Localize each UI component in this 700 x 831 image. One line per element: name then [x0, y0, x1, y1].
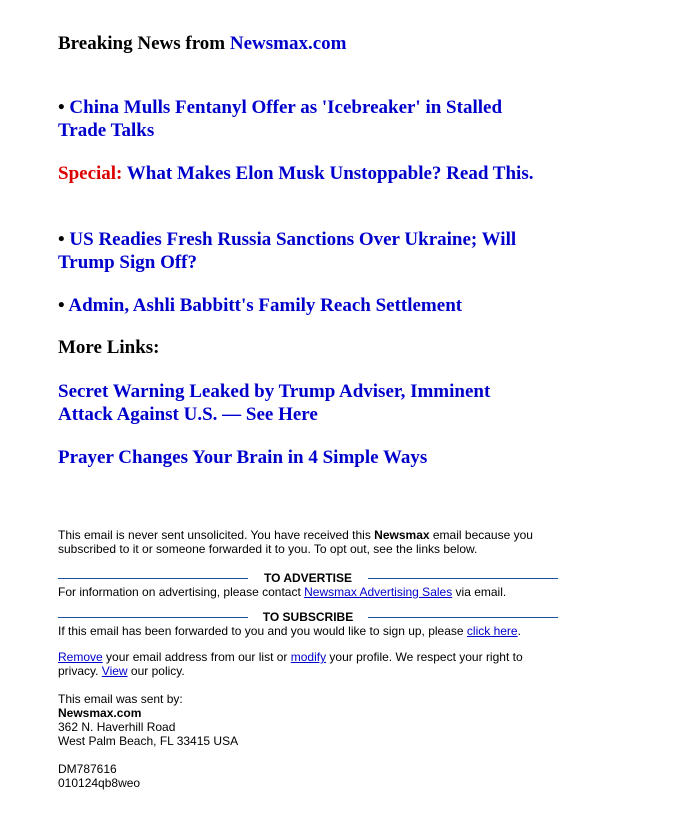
newsmax-brand-link[interactable]: Newsmax.com	[229, 33, 347, 54]
bullet: •	[58, 97, 70, 118]
privacy-text: your email address from our list or	[102, 650, 291, 664]
bullet: •	[58, 295, 69, 316]
tracking-codes	[58, 762, 558, 790]
story-link-russia-sanctions[interactable]: US Readies Fresh Russia Sanctions Over Ukraine; Will Trump Sign Off?	[58, 229, 517, 273]
privacy-info	[58, 650, 558, 678]
story-link-elon-musk[interactable]: What Makes Elon Musk Unstoppable? Read This.	[126, 163, 534, 184]
more-links-heading: More Links:	[58, 337, 160, 358]
subscribe-text: .	[517, 624, 521, 638]
advertising-sales-link[interactable]: Newsmax Advertising Sales	[304, 585, 453, 599]
advertise-text: via email.	[452, 585, 507, 599]
tracking-code-1: DM787616	[58, 762, 117, 776]
subscribe-text: If this email has been forwarded to you and you would like to sign up, please	[58, 624, 467, 638]
special-label: Special:	[58, 163, 127, 184]
story-item	[58, 294, 548, 317]
notice-text: email because you subscribed to it or someone forwarded it to you. To opt out, see the links below.	[58, 528, 533, 556]
footer-notice	[58, 528, 558, 556]
sender-address-line2: West Palm Beach, FL 33415 USA	[58, 734, 239, 748]
more-link-secret-warning[interactable]: Secret Warning Leaked by Trump Adviser, Imminent Attack Against U.S. — See Here	[58, 381, 491, 425]
sender-name: Newsmax.com	[58, 706, 142, 720]
sender-address-line1: 362 N. Haverhill Road	[58, 720, 176, 734]
more-link-item	[58, 380, 528, 426]
advertise-heading: TO ADVERTISE	[258, 571, 358, 585]
click-here-link[interactable]: click here	[466, 624, 518, 638]
advertise-text: For information on advertising, please contact	[58, 585, 305, 599]
sender-info	[58, 692, 558, 748]
story-item	[58, 228, 548, 274]
view-policy-link[interactable]: View	[101, 664, 128, 678]
story-item	[58, 162, 548, 185]
remove-link[interactable]: Remove	[58, 650, 103, 664]
story-link-china-fentanyl[interactable]: China Mulls Fentanyl Offer as 'Icebreaker' in Stalled Trade Talks	[58, 97, 503, 141]
bullet: •	[58, 229, 70, 250]
advertise-divider	[58, 571, 558, 585]
story-item	[58, 96, 548, 142]
email-header	[58, 33, 346, 55]
modify-link[interactable]: modify	[290, 650, 327, 664]
advertise-info	[58, 585, 558, 599]
notice-brand: Newsmax	[374, 528, 430, 542]
more-link-item	[58, 446, 548, 469]
header-prefix: Breaking News from	[58, 33, 230, 54]
more-link-prayer-brain[interactable]: Prayer Changes Your Brain in 4 Simple Ways	[58, 447, 428, 468]
subscribe-divider	[58, 610, 558, 624]
privacy-text: your profile. We respect your right to privacy.	[58, 650, 523, 678]
notice-text: This email is never sent unsolicited. You have received this	[58, 528, 375, 542]
story-link-ashli-babbitt[interactable]: Admin, Ashli Babbitt's Family Reach Settlement	[68, 295, 463, 316]
tracking-code-2: 010124qb8weo	[58, 776, 141, 790]
subscribe-heading: TO SUBSCRIBE	[257, 610, 359, 624]
sent-by-label: This email was sent by:	[58, 692, 183, 706]
subscribe-info	[58, 624, 558, 638]
privacy-text: our policy.	[127, 664, 185, 678]
